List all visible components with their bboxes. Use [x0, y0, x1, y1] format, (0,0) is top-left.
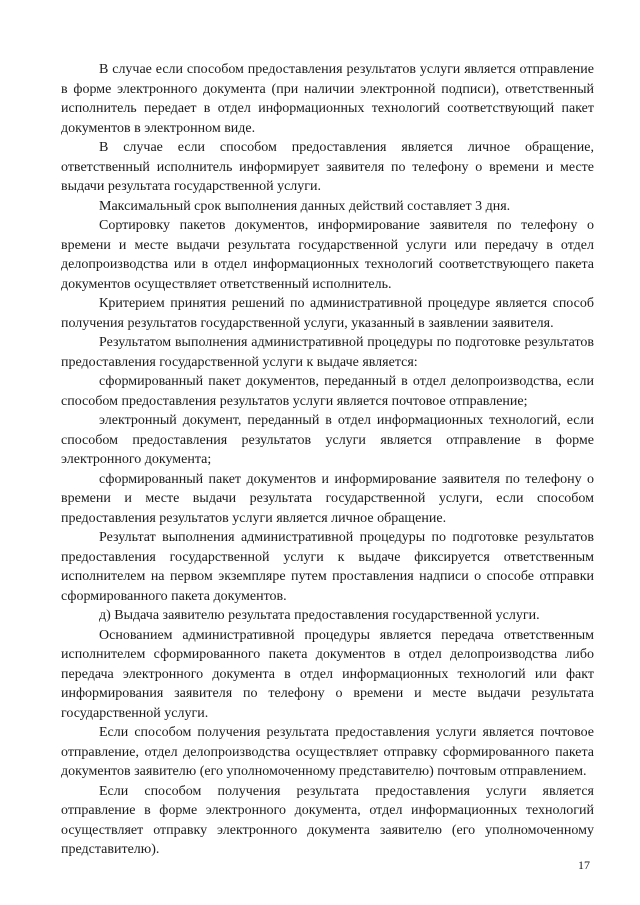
paragraph-postal-delivery: Если способом получения результата предоставления услуги является почтовое отправление, отдел делопроизводства осуществляет отправку сформированного пакета документов заявителю (его уполномоченному представителю) почтовым отправлением. — [61, 725, 594, 779]
section-heading-issuance: д) Выдача заявителю результата предоставления государственной услуги. — [99, 608, 540, 623]
paragraph-sorting: Сортировку пакетов документов, информирование заявителя по телефону о времени и месте выдачи результата государственной услуги или передачу в отдел делопроизводства или в отдел информационных технологий соответствующего пакета документов осуществляет ответственный исполнитель. — [61, 218, 594, 292]
paragraph-criterion: Критерием принятия решений по административной процедуре является способ получения результатов государственной услуги, указанный в заявлении заявителя. — [61, 296, 594, 331]
paragraph-basis: Основанием административной процедуры является передача ответственным исполнителем сформированного пакета документов в отдел делопроизводства либо передача электронного документа в отдел информационных технологий или факт информирования заявителя по телефону о времени и месте выдачи результата государственной услуги. — [61, 627, 594, 721]
paragraph-item-electronic: электронный документ, переданный в отдел информационных технологий, если способом предоставления результатов услуги является отправление в форме электронного документа; — [61, 413, 594, 467]
paragraph-max-term: Максимальный срок выполнения данных действий составляет 3 дня. — [99, 198, 511, 214]
paragraph-result-fixation: Результат выполнения административной процедуры по подготовке результатов предоставления государственной услуги к выдаче фиксируется ответственным исполнителем на первом экземпляре путем проставления надписи о способе отправки сформированного пакета документов. — [61, 530, 594, 604]
document-page — [61, 60, 594, 860]
paragraph-item-postal: сформированный пакет документов, переданный в отдел делопроизводства, если способом предоставления результатов услуги является почтовое отправление; — [61, 374, 594, 409]
paragraph-electronic-delivery: Если способом получения результата предоставления услуги является отправление в форме электронного документа, отдел информационных технологий осуществляет отправку электронного документа заявителю (его уполномоченному представителю). — [61, 783, 594, 857]
paragraph-item-personal: сформированный пакет документов и информирование заявителя по телефону о времени и месте выдачи результата государственной услуги, если способом предоставления результатов услуги является личное обращение. — [61, 471, 594, 526]
paragraph-result-electronic: В случае если способом предоставления результатов услуги является отправление в форме электронного документа (при наличии электронной подписи), ответственный исполнитель передает в отдел информационных технологий соответствующий пакет документов в электронном виде. — [61, 62, 594, 136]
page-number: 17 — [578, 858, 590, 872]
paragraph-result-personal: В случае если способом предоставления является личное обращение, ответственный исполнитель информирует заявителя по телефону о времени и месте выдачи результата государственной услуги. — [61, 140, 594, 194]
paragraph-procedure-result: Результатом выполнения административной процедуры по подготовке результатов предоставления государственной услуги к выдаче является: — [61, 335, 594, 370]
